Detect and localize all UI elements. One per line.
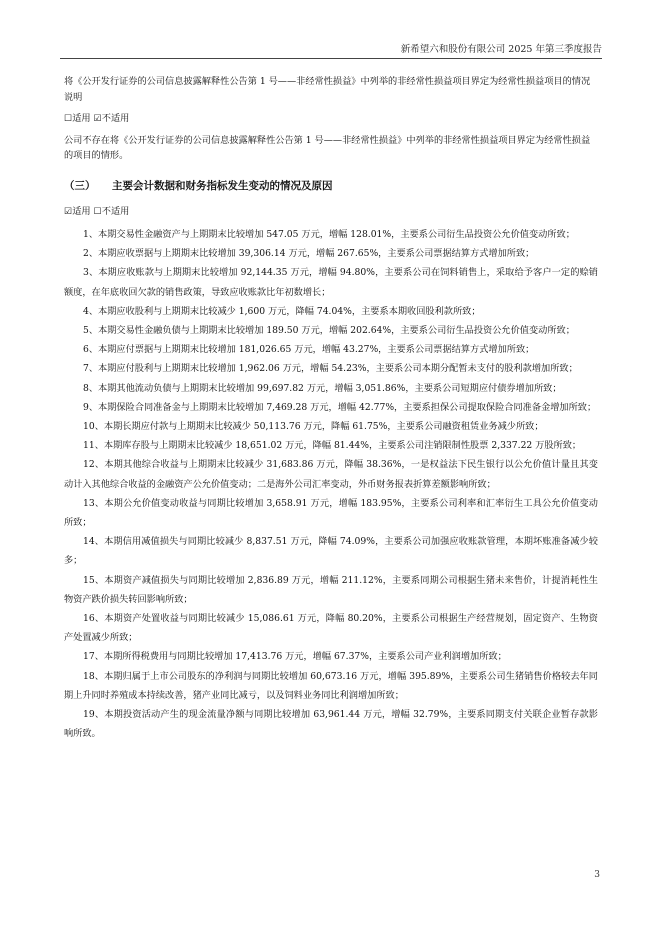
list-item: 4、本期应收股利与上期期末比较减少 1,600 万元，降幅 74.04%，主要系本期收回股利款所致；	[83, 305, 481, 317]
list-item: 18、本期归属于上市公司股东的净利润与同期比较增加 60,673.16 万元，增幅 395.89%，主要系公司生猪销售价格较去年同期上升同时养殖成本持续改善，猪产业同比减亏，以及饲料业务同比利润增加所致；	[64, 670, 598, 701]
section-title: 主要会计数据和财务指标发生变动的情况及原因	[112, 179, 333, 192]
page-content	[64, 74, 598, 743]
change-list	[64, 225, 598, 743]
list-item: 14、本期信用减值损失与同期比较减少 8,837.51 万元，降幅 74.09%，主要系公司加强应收账款管理，本期坏账准备减少较多；	[64, 536, 598, 567]
list-item: 17、本期所得税费用与同期比较增加 17,413.76 万元，增幅 67.37%，主要系公司产业利润增加所致；	[83, 651, 507, 663]
section-heading	[64, 178, 598, 194]
intro-heading: 将《公开发行证券的公司信息披露解释性公告第 1 号——非经常性损益》中列举的非经常性损益项目界定为经常性损益项目的情况说明	[64, 76, 591, 103]
header-divider	[60, 58, 602, 59]
intro-statement: 公司不存在将《公开发行证券的公司信息披露解释性公告第 1 号——非经常性损益》中列举的非经常性损益项目界定为经常性损益的项目的情形。	[64, 134, 591, 161]
list-item: 12、本期其他综合收益与上期期末比较减少 31,683.86 万元，降幅 38.36%，一是权益法下民生银行以公允价值计量且其变动计入其他综合收益的金融资产公允价值变动；二是海外公司汇率变动，外币财务报表折算差额影响所致；	[64, 459, 598, 490]
list-item: 9、本期保险合同准备金与上期期末比较增加 7,469.28 万元，增幅 42.77%，主要系担保公司提取保险合同准备金增加所致；	[83, 401, 597, 413]
list-item: 1、本期交易性金融资产与上期期末比较增加 547.05 万元，增幅 128.01%，主要系公司衍生品投资公允价值变动所致；	[83, 229, 575, 240]
section-number: （三）	[64, 179, 96, 192]
list-item: 11、本期库存股与上期期末比较减少 18,651.02 万元，降幅 81.44%，主要系公司注销限制性股票 2,337.22 万股所致；	[83, 440, 582, 452]
list-item: 5、本期交易性金融负债与上期期末比较增加 189.50 万元，增幅 202.64%，主要系公司衍生品投资公允价值变动所致；	[83, 325, 575, 337]
list-item: 7、本期应付股利与上期期末比较增加 1,962.06 万元，增幅 54.23%，主要系公司本期分配暂未支付的股利款增加所致；	[83, 363, 578, 375]
list-item: 16、本期资产处置收益与同期比较减少 15,086.61 万元，降幅 80.20%，主要系公司根据生产经营规划，固定资产、生物资产处置减少所致；	[64, 613, 598, 644]
list-item: 6、本期应付票据与上期期末比较增加 181,026.65 万元，增幅 43.27%，主要系公司票据结算方式增加所致；	[83, 344, 535, 356]
list-item: 13、本期公允价值变动收益与同期比较增加 3,658.91 万元，增幅 183.95%，主要系公司利率和汇率衍生工具公允价值变动所致；	[64, 497, 598, 529]
list-item: 19、本期投资活动产生的现金流量净额与同期比较增加 63,961.44 万元，增幅 32.79%，主要系同期支付关联企业暂存款影响所致。	[64, 709, 598, 740]
list-item: 10、本期长期应付款与上期期末比较减少 50,113.76 万元，降幅 61.75%，主要系公司融资租赁业务减少所致；	[83, 421, 544, 433]
list-item: 2、本期应收票据与上期期末比较增加 39,306.14 万元，增幅 267.65%，主要系公司票据结算方式增加所致；	[83, 248, 535, 260]
section-applicability: ☑适用 ☐不适用	[64, 205, 130, 217]
intro-applicability: ☐适用 ☑不适用	[64, 113, 130, 124]
page-number: 3	[594, 870, 600, 880]
page-header: 新希望六和股份有限公司 2025 年第三季度报告	[400, 44, 602, 55]
list-item: 3、本期应收账款与上期期末比较增加 92,144.35 万元，增幅 94.80%，主要系公司在饲料销售上，采取给予客户一定的赊销额度，在年底收回欠款的销售政策，导致应收账款比年初数增长；	[64, 267, 598, 298]
list-item: 8、本期其他流动负债与上期期末比较增加 99,697.82 万元，增幅 3,051.86%，主要系公司短期应付债券增加所致；	[83, 382, 562, 394]
list-item: 15、本期资产减值损失与同期比较增加 2,836.89 万元，增幅 211.12%，主要系同期公司根据生猪未来售价，计提消耗性生物资产跌价损失转回影响所致；	[64, 574, 598, 605]
